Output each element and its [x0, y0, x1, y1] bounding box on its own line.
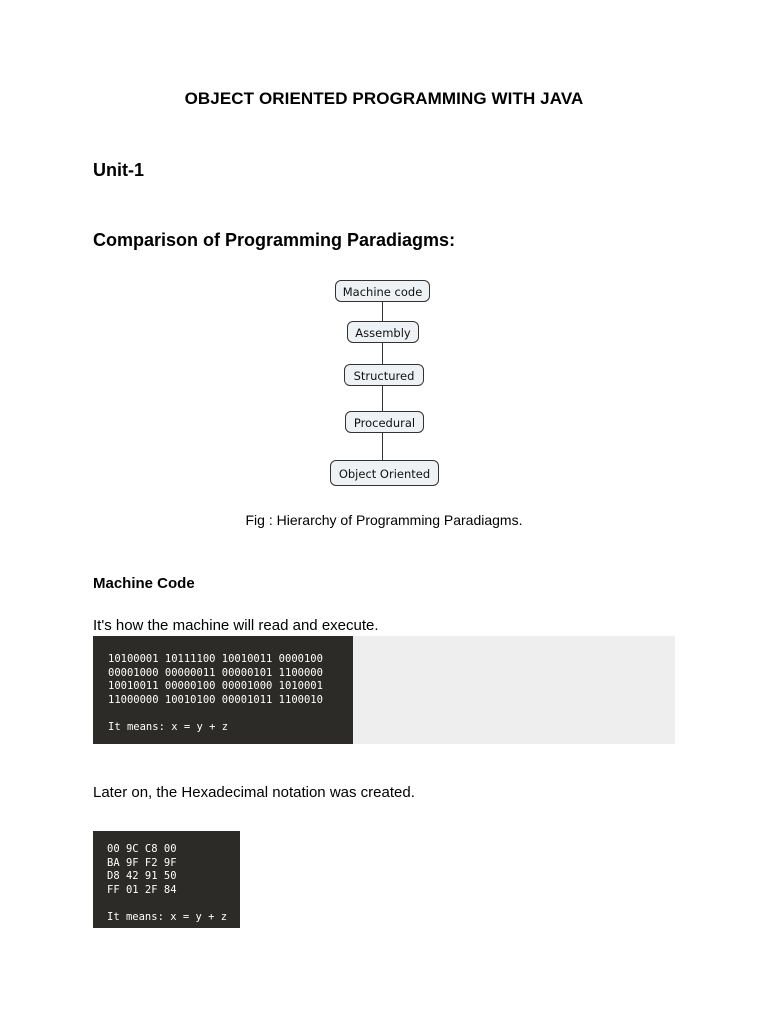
binary-code-figure: [93, 636, 675, 744]
binary-code-meaning: It means: x = y + z: [108, 721, 229, 733]
node-structured: Structured: [344, 364, 424, 386]
hex-code-meaning: It means: x = y + z: [107, 911, 228, 923]
binary-code-line: 11000000 10010100 00001011 1100010: [108, 693, 323, 706]
binary-code-block: [93, 636, 353, 744]
binary-code-line: 10010011 00000100 00001000 1010001: [108, 680, 323, 692]
connector-line: [382, 343, 383, 365]
binary-code-line: 10100001 10111100 10010011 0000100: [108, 653, 323, 665]
node-procedural: Procedural: [345, 411, 424, 433]
node-assembly: Assembly: [347, 321, 419, 343]
unit-heading: Unit-1: [93, 160, 144, 180]
connector-line: [382, 302, 383, 322]
machine-code-heading: Machine Code: [93, 575, 195, 592]
node-machine-code: Machine code: [335, 280, 430, 302]
hex-code-line: FF 01 2F 84: [107, 883, 177, 896]
hex-code-block: [93, 831, 240, 928]
document-title: OBJECT ORIENTED PROGRAMMING WITH JAVA: [184, 89, 584, 108]
connector-line: [382, 433, 383, 461]
figure-caption: Fig : Hierarchy of Programming Paradiagms.: [245, 512, 523, 528]
node-object-oriented: Object Oriented: [330, 460, 439, 486]
connector-line: [382, 386, 383, 411]
hex-code-line: BA 9F F2 9F: [107, 856, 177, 869]
hex-code-line: D8 42 91 50: [107, 870, 177, 882]
hex-code-line: 00 9C C8 00: [107, 843, 177, 855]
binary-code-line: 00001000 00000011 00000101 1100000: [108, 666, 323, 679]
hex-intro-text: Later on, the Hexadecimal notation was created.: [93, 784, 415, 801]
machine-code-description: It's how the machine will read and execute.: [93, 617, 379, 634]
section-heading: Comparison of Programming Paradiagms:: [93, 230, 456, 250]
